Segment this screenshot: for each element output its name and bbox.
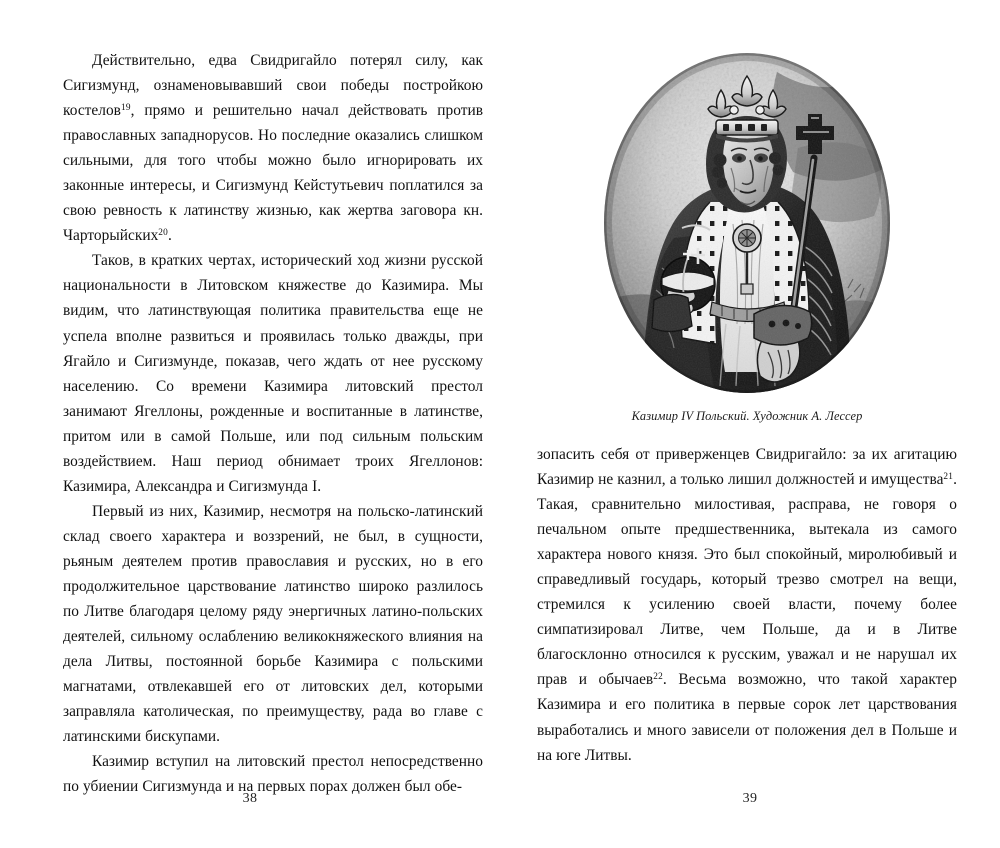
paragraph: Действительно, едва Свидригайло потерял силу, как Сигизмунд, ознаменовывавший свои победы постройкою костелов$^{19}$, прямо и решительно начал действовать против православных западнорусов. Но последние оказались слишком сильными, для того чтобы можно было игнорировать их законные интересы, и Сигизмунд Кейстутьевич поплатился за свою ревность к латинству жизнью, как жертва заговора кн. Чарторыйских$^{20}$. <box>63 52 483 245</box>
paragraph: Казимир вступил на литовский престол непосредственно по убиении Сигизмунда и на первых порах должен был обе- <box>63 753 483 796</box>
text-column-right <box>537 52 957 768</box>
page-number-right: 39 <box>742 791 758 806</box>
footnote-marker[interactable]: 19 <box>120 102 131 113</box>
footnote-marker[interactable]: 22 <box>653 672 663 683</box>
footnote-marker[interactable]: 21 <box>943 471 954 482</box>
figure-text-spacer <box>537 424 957 442</box>
page-right <box>500 0 1000 848</box>
portrait-casimir-iv-icon <box>602 52 892 394</box>
page-number-left: 38 <box>242 791 258 806</box>
footnote-marker[interactable]: 20 <box>158 228 168 239</box>
figure-caption: Казимир IV Польский. Художник А. Лессер <box>631 409 863 423</box>
paragraph: Первый из них, Казимир, несмотря на польско-латинский склад своего характера и воззрений, не был, в сущности, рьяным деятелем против православия и русских, но в его продолжительное царствование латинство широко разлилось по Литве благодаря целому ряду энергичных латино-польских деятелей, сильному ослаблению великокняжеского влияния на дела Литвы, постоянной борьбе Казимира с польскими магнатами, отвлекавшей его от литовских дел, которыми заправляла католическая, по преимуществу, рада во главе с латинскими бискупами. <box>63 502 483 746</box>
paragraph: Таков, в кратких чертах, исторический ход жизни русской национальности в Литовском княжестве до Казимира. Мы видим, что латинствующая политика правительства еще не успела вполне развиться и проявилась только дважды, при Ягайло и Сигизмунде, показав, чего ждать от нее русскому населению. Со времени Казимира литовский престол занимают Ягеллоны, рожденные и воспитанные в латинстве, притом или в самой Польше, или под сильным польским воздействием. Наш период обнимает троих Ягеллонов: Казимира, Александра и Сигизмунда I. <box>63 252 483 495</box>
text-column-left <box>63 48 483 799</box>
figure-portrait <box>537 52 957 424</box>
paragraph: зопасить себя от приверженцев Свидригайло: за их агитацию Казимир не казнил, а только лишил должностей и имущества$^{21}$. Такая, сравнительно милостивая, расправа, не говоря о печальном опыте предшественника, вытекала из самого характера нового князя. Это был спокойный, миролюбивый и справедливый государь, который трезво смотрел на вещи, стремился к усилению своей власти, почему более симпатизировал Литве, чем Польше, да и в Литве благосклонно относился к русским, уважал и не нарушал их прав и обычаев$^{22}$. Весьма возможно, что такой характер Казимира и его политика в первые сорок лет царствования выработались и много зависели от положения дел в Польше и на юге Литвы. <box>537 446 957 764</box>
